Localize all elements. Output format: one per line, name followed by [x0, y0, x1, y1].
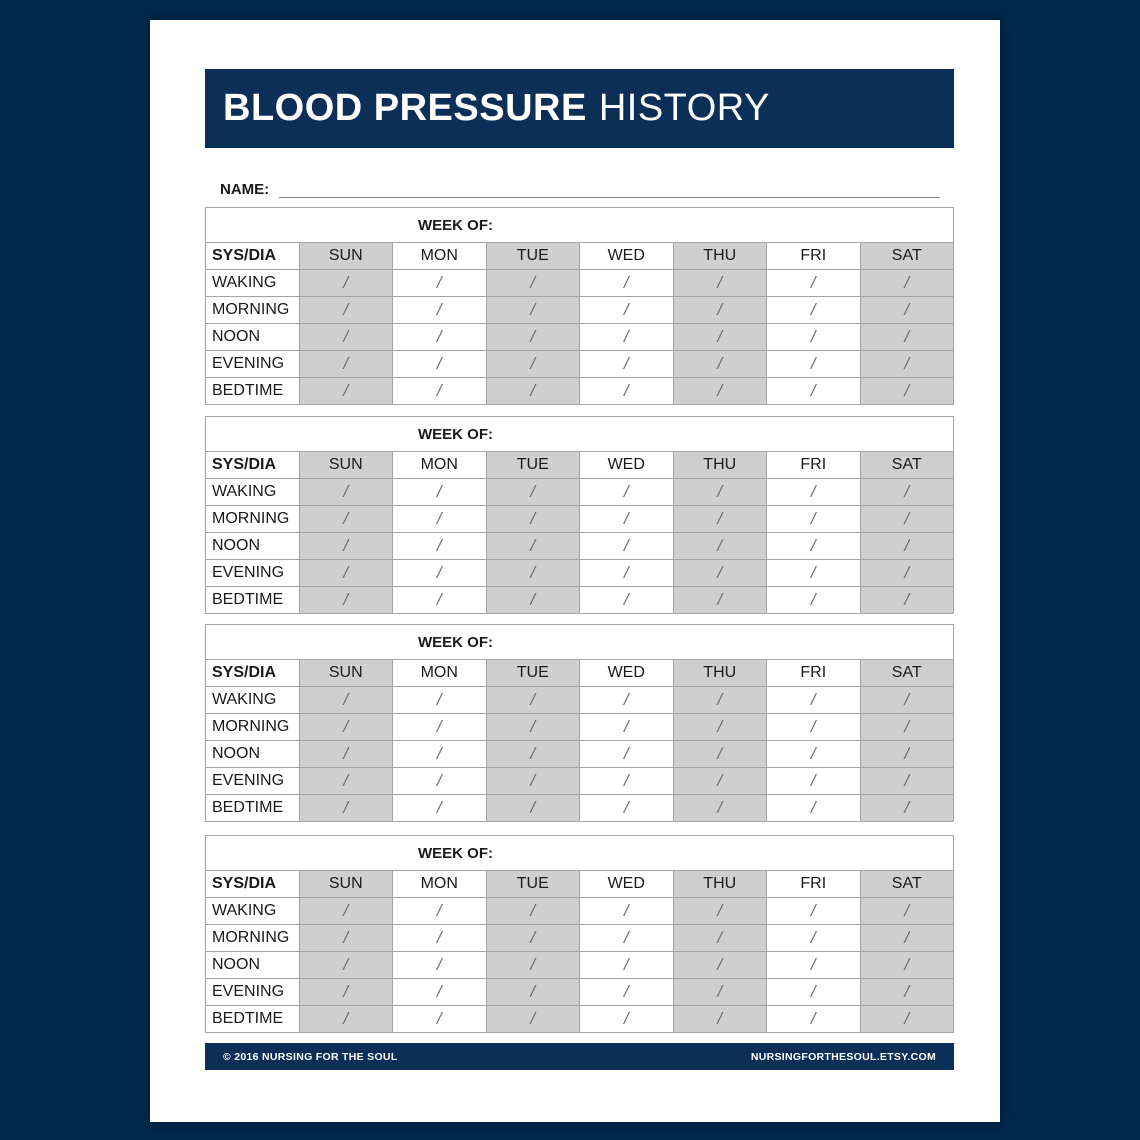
reading-cell[interactable]: / [860, 506, 954, 533]
reading-cell[interactable]: / [486, 925, 580, 952]
reading-cell[interactable]: / [673, 351, 767, 378]
sys-dia-header: SYS/DIA [206, 871, 300, 898]
reading-cell[interactable]: / [299, 351, 393, 378]
time-row-noon [206, 952, 954, 979]
day-header-wed: WED [580, 660, 674, 687]
title-bold-text: BLOOD PRESSURE [223, 87, 587, 129]
reading-cell[interactable]: / [673, 714, 767, 741]
reading-cell[interactable]: / [580, 741, 674, 768]
reading-cell[interactable]: / [860, 768, 954, 795]
reading-cell[interactable]: / [673, 297, 767, 324]
reading-cell[interactable]: / [393, 795, 487, 822]
reading-cell[interactable]: / [767, 351, 861, 378]
time-label: NOON [206, 741, 300, 768]
reading-cell[interactable]: / [486, 1006, 580, 1033]
reading-cell[interactable]: / [767, 687, 861, 714]
reading-cell[interactable]: / [486, 741, 580, 768]
time-label: MORNING [206, 297, 300, 324]
day-header-thu: THU [673, 243, 767, 270]
time-label: WAKING [206, 687, 300, 714]
reading-cell[interactable]: / [486, 687, 580, 714]
reading-cell[interactable]: / [673, 560, 767, 587]
reading-cell[interactable]: / [299, 925, 393, 952]
reading-cell[interactable]: / [486, 479, 580, 506]
time-row-waking [206, 898, 954, 925]
reading-cell[interactable]: / [486, 714, 580, 741]
reading-cell[interactable]: / [393, 533, 487, 560]
reading-cell[interactable]: / [299, 378, 393, 405]
day-header-thu: THU [673, 660, 767, 687]
day-header-sat: SAT [860, 660, 954, 687]
reading-cell[interactable]: / [673, 324, 767, 351]
reading-cell[interactable]: / [860, 898, 954, 925]
time-row-morning [206, 714, 954, 741]
reading-cell[interactable]: / [860, 324, 954, 351]
reading-cell[interactable]: / [673, 479, 767, 506]
reading-cell[interactable]: / [673, 587, 767, 614]
reading-cell[interactable]: / [393, 741, 487, 768]
week-of-field[interactable]: WEEK OF: [206, 625, 954, 660]
reading-cell[interactable]: / [299, 898, 393, 925]
reading-cell[interactable]: / [580, 324, 674, 351]
reading-cell[interactable]: / [486, 768, 580, 795]
reading-cell[interactable]: / [393, 587, 487, 614]
reading-cell[interactable]: / [393, 560, 487, 587]
reading-cell[interactable]: / [767, 560, 861, 587]
reading-cell[interactable]: / [486, 898, 580, 925]
reading-cell[interactable]: / [860, 479, 954, 506]
time-label: BEDTIME [206, 795, 300, 822]
reading-cell[interactable]: / [486, 324, 580, 351]
reading-cell[interactable]: / [299, 270, 393, 297]
time-row-bedtime [206, 1006, 954, 1033]
reading-cell[interactable]: / [580, 795, 674, 822]
week-of-row [206, 625, 954, 660]
reading-cell[interactable]: / [673, 898, 767, 925]
reading-cell[interactable]: / [393, 768, 487, 795]
reading-cell[interactable]: / [299, 768, 393, 795]
reading-cell[interactable]: / [767, 898, 861, 925]
reading-cell[interactable]: / [860, 560, 954, 587]
reading-cell[interactable]: / [580, 925, 674, 952]
footer-bar [205, 1043, 954, 1070]
reading-cell[interactable]: / [673, 952, 767, 979]
reading-cell[interactable]: / [580, 533, 674, 560]
name-input-line[interactable] [279, 197, 940, 198]
reading-cell[interactable]: / [673, 687, 767, 714]
reading-cell[interactable]: / [767, 506, 861, 533]
week-of-row [206, 836, 954, 871]
reading-cell[interactable]: / [860, 952, 954, 979]
time-row-waking [206, 687, 954, 714]
reading-cell[interactable]: / [393, 506, 487, 533]
name-label: NAME: [220, 181, 270, 198]
reading-cell[interactable]: / [299, 533, 393, 560]
week-of-row [206, 208, 954, 243]
time-label: BEDTIME [206, 378, 300, 405]
reading-cell[interactable]: / [767, 795, 861, 822]
time-label: MORNING [206, 714, 300, 741]
day-header-tue: TUE [486, 243, 580, 270]
time-row-noon [206, 324, 954, 351]
footer-website: NURSINGFORTHESOUL.ETSY.COM [750, 1050, 936, 1063]
reading-cell[interactable]: / [767, 741, 861, 768]
reading-cell[interactable]: / [860, 533, 954, 560]
time-row-evening [206, 979, 954, 1006]
reading-cell[interactable]: / [673, 979, 767, 1006]
day-header-thu: THU [673, 871, 767, 898]
reading-cell[interactable]: / [393, 952, 487, 979]
reading-cell[interactable]: / [486, 297, 580, 324]
reading-cell[interactable]: / [580, 297, 674, 324]
reading-cell[interactable]: / [673, 378, 767, 405]
reading-cell[interactable]: / [299, 979, 393, 1006]
time-row-morning [206, 506, 954, 533]
reading-cell[interactable]: / [860, 587, 954, 614]
reading-cell[interactable]: / [393, 479, 487, 506]
reading-cell[interactable]: / [673, 270, 767, 297]
time-label: NOON [206, 324, 300, 351]
reading-cell[interactable]: / [673, 506, 767, 533]
day-header-wed: WED [580, 871, 674, 898]
time-row-evening [206, 768, 954, 795]
day-header-sat: SAT [860, 452, 954, 479]
reading-cell[interactable]: / [860, 795, 954, 822]
day-header-mon: MON [393, 660, 487, 687]
day-header-thu: THU [673, 452, 767, 479]
reading-cell[interactable]: / [767, 587, 861, 614]
reading-cell[interactable]: / [393, 297, 487, 324]
day-header-mon: MON [393, 871, 487, 898]
time-label: MORNING [206, 506, 300, 533]
reading-cell[interactable]: / [673, 795, 767, 822]
reading-cell[interactable]: / [580, 898, 674, 925]
reading-cell[interactable]: / [299, 795, 393, 822]
reading-cell[interactable]: / [767, 925, 861, 952]
time-label: EVENING [206, 351, 300, 378]
reading-cell[interactable]: / [299, 506, 393, 533]
day-header-fri: FRI [767, 243, 861, 270]
reading-cell[interactable]: / [673, 1006, 767, 1033]
time-row-bedtime [206, 795, 954, 822]
reading-cell[interactable]: / [393, 1006, 487, 1033]
day-header-sat: SAT [860, 243, 954, 270]
sys-dia-header: SYS/DIA [206, 452, 300, 479]
week-of-field[interactable]: WEEK OF: [206, 417, 954, 452]
day-header-sun: SUN [299, 871, 393, 898]
reading-cell[interactable]: / [580, 479, 674, 506]
time-label: MORNING [206, 925, 300, 952]
day-header-wed: WED [580, 452, 674, 479]
reading-cell[interactable]: / [486, 560, 580, 587]
reading-cell[interactable]: / [299, 952, 393, 979]
time-label: EVENING [206, 979, 300, 1006]
time-label: NOON [206, 952, 300, 979]
reading-cell[interactable]: / [580, 687, 674, 714]
time-row-evening [206, 351, 954, 378]
reading-cell[interactable]: / [393, 979, 487, 1006]
reading-cell[interactable]: / [673, 533, 767, 560]
sys-dia-header: SYS/DIA [206, 243, 300, 270]
reading-cell[interactable]: / [299, 714, 393, 741]
time-row-bedtime [206, 587, 954, 614]
reading-cell[interactable]: / [860, 925, 954, 952]
time-row-morning [206, 297, 954, 324]
reading-cell[interactable]: / [299, 560, 393, 587]
week-of-row [206, 417, 954, 452]
reading-cell[interactable]: / [860, 1006, 954, 1033]
reading-cell[interactable]: / [580, 768, 674, 795]
reading-cell[interactable]: / [486, 795, 580, 822]
reading-cell[interactable]: / [486, 587, 580, 614]
day-header-row [206, 871, 954, 898]
time-row-noon [206, 741, 954, 768]
week-table [205, 624, 954, 822]
time-label: WAKING [206, 898, 300, 925]
reading-cell[interactable]: / [860, 687, 954, 714]
reading-cell[interactable]: / [767, 714, 861, 741]
reading-cell[interactable]: / [767, 324, 861, 351]
week-table [205, 835, 954, 1033]
reading-cell[interactable]: / [580, 587, 674, 614]
time-row-morning [206, 925, 954, 952]
reading-cell[interactable]: / [580, 560, 674, 587]
reading-cell[interactable]: / [860, 270, 954, 297]
reading-cell[interactable]: / [393, 270, 487, 297]
reading-cell[interactable]: / [860, 979, 954, 1006]
reading-cell[interactable]: / [673, 768, 767, 795]
reading-cell[interactable]: / [767, 297, 861, 324]
title-light-text: HISTORY [598, 87, 770, 129]
reading-cell[interactable]: / [767, 270, 861, 297]
time-row-bedtime [206, 378, 954, 405]
day-header-mon: MON [393, 243, 487, 270]
reading-cell[interactable]: / [486, 270, 580, 297]
page-title-bar [205, 69, 954, 148]
reading-cell[interactable]: / [767, 952, 861, 979]
name-row [220, 170, 940, 200]
reading-cell[interactable]: / [299, 297, 393, 324]
day-header-fri: FRI [767, 452, 861, 479]
day-header-row [206, 243, 954, 270]
reading-cell[interactable]: / [767, 979, 861, 1006]
reading-cell[interactable]: / [486, 952, 580, 979]
time-label: WAKING [206, 270, 300, 297]
reading-cell[interactable]: / [299, 587, 393, 614]
reading-cell[interactable]: / [860, 714, 954, 741]
reading-cell[interactable]: / [580, 979, 674, 1006]
reading-cell[interactable]: / [299, 1006, 393, 1033]
week-of-field[interactable]: WEEK OF: [206, 836, 954, 871]
reading-cell[interactable]: / [860, 741, 954, 768]
reading-cell[interactable]: / [580, 714, 674, 741]
week-table [205, 207, 954, 405]
reading-cell[interactable]: / [393, 324, 487, 351]
reading-cell[interactable]: / [673, 925, 767, 952]
time-label: BEDTIME [206, 1006, 300, 1033]
day-header-wed: WED [580, 243, 674, 270]
reading-cell[interactable]: / [486, 506, 580, 533]
day-header-sun: SUN [299, 660, 393, 687]
reading-cell[interactable]: / [393, 898, 487, 925]
reading-cell[interactable]: / [580, 1006, 674, 1033]
reading-cell[interactable]: / [580, 270, 674, 297]
reading-cell[interactable]: / [486, 979, 580, 1006]
time-label: NOON [206, 533, 300, 560]
time-row-waking [206, 479, 954, 506]
day-header-tue: TUE [486, 871, 580, 898]
day-header-sun: SUN [299, 243, 393, 270]
reading-cell[interactable]: / [393, 925, 487, 952]
reading-cell[interactable]: / [393, 378, 487, 405]
reading-cell[interactable]: / [580, 378, 674, 405]
reading-cell[interactable]: / [767, 768, 861, 795]
day-header-tue: TUE [486, 660, 580, 687]
day-header-tue: TUE [486, 452, 580, 479]
reading-cell[interactable]: / [860, 351, 954, 378]
footer-copyright: © 2016 NURSING FOR THE SOUL [223, 1050, 398, 1063]
day-header-row [206, 452, 954, 479]
reading-cell[interactable]: / [486, 378, 580, 405]
time-row-evening [206, 560, 954, 587]
day-header-sat: SAT [860, 871, 954, 898]
day-header-fri: FRI [767, 871, 861, 898]
day-header-mon: MON [393, 452, 487, 479]
week-table [205, 416, 954, 614]
reading-cell[interactable]: / [860, 378, 954, 405]
time-row-waking [206, 270, 954, 297]
reading-cell[interactable]: / [486, 533, 580, 560]
reading-cell[interactable]: / [580, 952, 674, 979]
time-label: WAKING [206, 479, 300, 506]
reading-cell[interactable]: / [393, 714, 487, 741]
day-header-fri: FRI [767, 660, 861, 687]
reading-cell[interactable]: / [767, 378, 861, 405]
reading-cell[interactable]: / [580, 506, 674, 533]
time-label: EVENING [206, 768, 300, 795]
printable-page [150, 20, 1000, 1122]
time-row-noon [206, 533, 954, 560]
time-label: EVENING [206, 560, 300, 587]
reading-cell[interactable]: / [767, 479, 861, 506]
day-header-sun: SUN [299, 452, 393, 479]
time-label: BEDTIME [206, 587, 300, 614]
reading-cell[interactable]: / [767, 533, 861, 560]
day-header-row [206, 660, 954, 687]
reading-cell[interactable]: / [860, 297, 954, 324]
reading-cell[interactable]: / [299, 687, 393, 714]
reading-cell[interactable]: / [767, 1006, 861, 1033]
reading-cell[interactable]: / [299, 741, 393, 768]
reading-cell[interactable]: / [393, 351, 487, 378]
reading-cell[interactable]: / [486, 351, 580, 378]
reading-cell[interactable]: / [299, 479, 393, 506]
week-of-field[interactable]: WEEK OF: [206, 208, 954, 243]
reading-cell[interactable]: / [673, 741, 767, 768]
reading-cell[interactable]: / [299, 324, 393, 351]
reading-cell[interactable]: / [393, 687, 487, 714]
reading-cell[interactable]: / [580, 351, 674, 378]
sys-dia-header: SYS/DIA [206, 660, 300, 687]
